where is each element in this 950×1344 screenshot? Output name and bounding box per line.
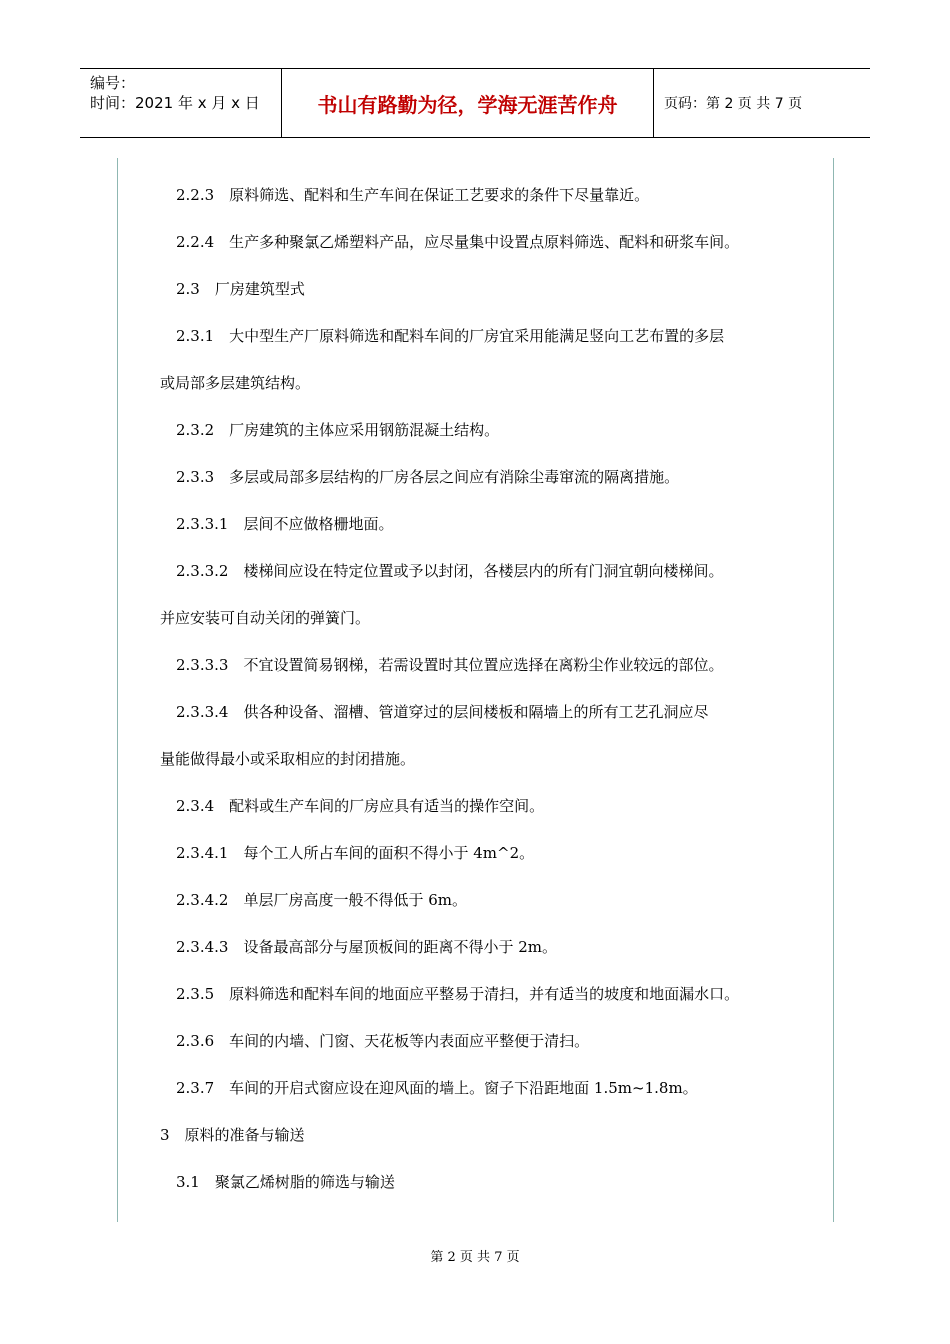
paragraph: 2.3.4 配料或生产车间的厂房应具有适当的操作空间。 [176,797,545,815]
paragraph: 2.2.4 生产多种聚氯乙烯塑料产品，应尽量集中设置点原料筛选、配料和研浆车间。 [176,233,740,251]
frame-left-border [117,158,118,1222]
header-page-info: 页码：第 2 页 共 7 页 [664,96,803,112]
document-number: 编号： [90,74,136,92]
paragraph: 2.3.3 多层或局部多层结构的厂房各层之间应有消除尘毒窜流的隔离措施。 [176,468,680,486]
paragraph: 2.3.5 原料筛选和配料车间的地面应平整易于清扫，并有适当的坡度和地面漏水口。 [176,985,740,1003]
paragraph: 量能做得最小或采取相应的封闭措施。 [160,750,416,768]
paragraph: 并应安装可自动关闭的弹簧门。 [160,609,371,627]
paragraph: 2.3.3.4 供各种设备、溜槽、管道穿过的层间楼板和隔墙上的所有工艺孔洞应尽 [176,703,709,721]
paragraph: 2.3.3.3 不宜设置简易钢梯，若需设置时其位置应选择在离粉尘作业较远的部位。 [176,656,724,674]
page-header [80,68,870,138]
paragraph: 或局部多层建筑结构。 [160,374,311,392]
paragraph: 2.3.2 厂房建筑的主体应采用钢筋混凝土结构。 [176,421,500,439]
paragraph: 2.3.7 车间的开启式窗应设在迎风面的墙上。窗子下沿距地面 1.5m~1.8m。 [176,1079,698,1097]
header-meta [80,69,282,137]
paragraph: 2.3.3.2 楼梯间应设在特定位置或予以封闭，各楼层内的所有门洞宜朝向楼梯间。 [176,562,724,580]
paragraph: 3.1 聚氯乙烯树脂的筛选与输送 [176,1173,395,1191]
paragraph: 2.3.3.1 层间不应做格栅地面。 [176,515,394,533]
paragraph: 2.3 厂房建筑型式 [176,280,305,298]
document-body [160,180,820,1214]
page-footer: 第 2 页 共 7 页 [430,1250,520,1265]
paragraph: 2.3.4.3 设备最高部分与屋顶板间的距离不得小于 2m。 [176,938,558,956]
paragraph: 3 原料的准备与输送 [160,1126,305,1144]
document-date: 时间：2021 年 x 月 x 日 [90,94,260,112]
frame-right-border [833,158,834,1222]
paragraph: 2.3.6 车间的内墙、门窗、天花板等内表面应平整便于清扫。 [176,1032,590,1050]
header-motto: 书山有路勤为径，学海无涯苦作舟 [282,69,654,137]
paragraph: 2.3.1 大中型生产厂原料筛选和配料车间的厂房宜采用能满足竖向工艺布置的多层 [176,327,725,345]
paragraph: 2.3.4.1 每个工人所占车间的面积不得小于 4m^2。 [176,844,535,862]
paragraph: 2.2.3 原料筛选、配料和生产车间在保证工艺要求的条件下尽量靠近。 [176,186,650,204]
paragraph: 2.3.4.2 单层厂房高度一般不得低于 6m。 [176,891,468,909]
